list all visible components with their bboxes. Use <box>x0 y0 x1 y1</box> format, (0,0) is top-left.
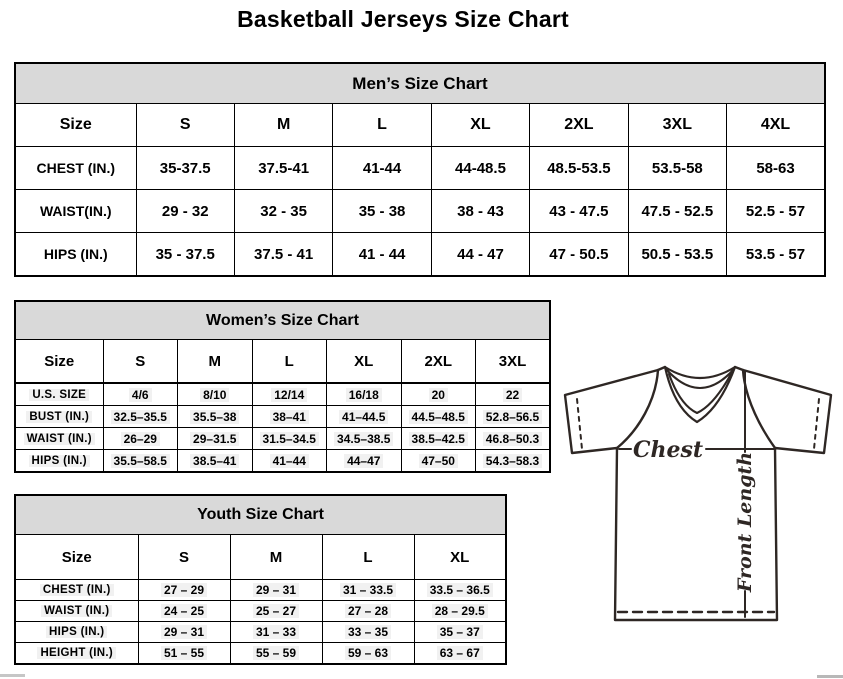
column-header: 4XL <box>727 104 825 147</box>
right-cuff-dashed-line <box>814 399 819 449</box>
size-value-cell: 35 - 37.5 <box>136 233 234 277</box>
jersey-diagram <box>563 364 835 624</box>
size-value-cell: 46.8–50.3 <box>476 428 551 450</box>
collar-back-curve-1 <box>665 367 735 378</box>
size-value-cell: 41–44 <box>252 450 327 473</box>
table-row <box>15 601 506 622</box>
column-header: 3XL <box>476 340 551 384</box>
size-value-cell: 41 - 44 <box>333 233 431 277</box>
size-value-cell: 24 – 25 <box>138 601 230 622</box>
table-row <box>15 643 506 665</box>
size-value-cell: 35 - 38 <box>333 190 431 233</box>
size-value-cell: 29 – 31 <box>230 580 322 601</box>
size-value-cell: 58-63 <box>727 147 825 190</box>
size-value-cell: 44.5–48.5 <box>401 406 476 428</box>
size-value-cell: 34.5–38.5 <box>327 428 402 450</box>
column-header: XL <box>414 535 506 580</box>
table-row <box>15 428 550 450</box>
column-header: L <box>252 340 327 384</box>
jersey-body-outline <box>565 367 831 620</box>
size-value-cell: 35.5–58.5 <box>103 450 178 473</box>
size-value-cell: 16/18 <box>327 383 402 406</box>
column-header: XL <box>327 340 402 384</box>
column-header: M <box>234 104 332 147</box>
size-value-cell: 37.5 - 41 <box>234 233 332 277</box>
size-value-cell: 33.5 – 36.5 <box>414 580 506 601</box>
row-label: U.S. SIZE <box>15 383 103 406</box>
column-header-row <box>15 340 550 384</box>
page-title: Basketball Jerseys Size Chart <box>237 6 569 32</box>
column-header-row <box>15 104 825 147</box>
size-value-cell: 44-48.5 <box>431 147 529 190</box>
size-value-cell: 4/6 <box>103 383 178 406</box>
table-row <box>15 190 825 233</box>
size-value-cell: 53.5 - 57 <box>727 233 825 277</box>
size-value-cell: 54.3–58.3 <box>476 450 551 473</box>
size-value-cell: 43 - 47.5 <box>530 190 628 233</box>
row-label: BUST (IN.) <box>15 406 103 428</box>
left-cuff-dashed-line <box>577 399 582 449</box>
row-label: HEIGHT (IN.) <box>15 643 138 665</box>
jersey-outline-drawing <box>563 364 835 624</box>
youth-size-chart-table <box>14 494 507 665</box>
size-value-cell: 47 - 50.5 <box>530 233 628 277</box>
size-value-cell: 31 – 33 <box>230 622 322 643</box>
size-value-cell: 44 - 47 <box>431 233 529 277</box>
size-value-cell: 38 - 43 <box>431 190 529 233</box>
size-value-cell: 38.5–42.5 <box>401 428 476 450</box>
size-value-cell: 35-37.5 <box>136 147 234 190</box>
size-value-cell: 20 <box>401 383 476 406</box>
size-value-cell: 27 – 29 <box>138 580 230 601</box>
column-header: M <box>230 535 322 580</box>
size-value-cell: 31.5–34.5 <box>252 428 327 450</box>
table-row <box>15 147 825 190</box>
womens-size-chart-table <box>14 300 551 473</box>
column-header: S <box>136 104 234 147</box>
table-row <box>15 233 825 277</box>
column-header: Size <box>15 535 138 580</box>
size-value-cell: 35 – 37 <box>414 622 506 643</box>
size-value-cell: 47.5 - 52.5 <box>628 190 726 233</box>
collar-outer-v <box>665 367 735 422</box>
size-value-cell: 63 – 67 <box>414 643 506 665</box>
row-label: WAIST (IN.) <box>15 428 103 450</box>
size-value-cell: 38.5–41 <box>178 450 253 473</box>
scrollbar-fragment-left[interactable] <box>0 674 25 677</box>
column-header: XL <box>431 104 529 147</box>
size-value-cell: 22 <box>476 383 551 406</box>
column-header: 2XL <box>401 340 476 384</box>
size-value-cell: 47–50 <box>401 450 476 473</box>
size-value-cell: 48.5-53.5 <box>530 147 628 190</box>
size-value-cell: 52.8–56.5 <box>476 406 551 428</box>
column-header: 2XL <box>530 104 628 147</box>
column-header-row <box>15 535 506 580</box>
size-value-cell: 55 – 59 <box>230 643 322 665</box>
row-label: WAIST (IN.) <box>15 601 138 622</box>
table-title: Women’s Size Chart <box>15 301 550 340</box>
row-label: CHEST (IN.) <box>15 580 138 601</box>
row-label: HIPS (IN.) <box>15 450 103 473</box>
row-label: CHEST (IN.) <box>15 147 136 190</box>
table-row <box>15 450 550 473</box>
size-value-cell: 29 - 32 <box>136 190 234 233</box>
chest-measure-label: Chest <box>632 437 704 463</box>
size-value-cell: 32 - 35 <box>234 190 332 233</box>
size-value-cell: 26–29 <box>103 428 178 450</box>
size-value-cell: 59 – 63 <box>322 643 414 665</box>
scrollbar-fragment-right[interactable] <box>817 675 843 678</box>
size-value-cell: 44–47 <box>327 450 402 473</box>
column-header: L <box>322 535 414 580</box>
size-value-cell: 12/14 <box>252 383 327 406</box>
size-value-cell: 31 – 33.5 <box>322 580 414 601</box>
table-title: Youth Size Chart <box>15 495 506 535</box>
row-label: HIPS (IN.) <box>15 622 138 643</box>
table-title: Men’s Size Chart <box>15 63 825 104</box>
size-value-cell: 8/10 <box>178 383 253 406</box>
table-row <box>15 622 506 643</box>
column-header: Size <box>15 104 136 147</box>
mens-size-chart-table <box>14 62 826 277</box>
table-row <box>15 580 506 601</box>
size-value-cell: 37.5-41 <box>234 147 332 190</box>
size-value-cell: 32.5–35.5 <box>103 406 178 428</box>
size-value-cell: 41–44.5 <box>327 406 402 428</box>
row-label: WAIST(IN.) <box>15 190 136 233</box>
size-value-cell: 51 – 55 <box>138 643 230 665</box>
row-label: HIPS (IN.) <box>15 233 136 277</box>
column-header: L <box>333 104 431 147</box>
column-header: 3XL <box>628 104 726 147</box>
size-value-cell: 33 – 35 <box>322 622 414 643</box>
column-header: S <box>138 535 230 580</box>
size-value-cell: 41-44 <box>333 147 431 190</box>
front-length-measure-label: Front Length <box>734 451 756 593</box>
size-value-cell: 53.5-58 <box>628 147 726 190</box>
size-value-cell: 38–41 <box>252 406 327 428</box>
size-value-cell: 25 – 27 <box>230 601 322 622</box>
column-header: S <box>103 340 178 384</box>
right-shoulder-seam <box>743 370 775 448</box>
column-header: Size <box>15 340 103 384</box>
size-value-cell: 29 – 31 <box>138 622 230 643</box>
column-header: M <box>178 340 253 384</box>
size-value-cell: 28 – 29.5 <box>414 601 506 622</box>
size-value-cell: 35.5–38 <box>178 406 253 428</box>
table-row <box>15 406 550 428</box>
size-value-cell: 50.5 - 53.5 <box>628 233 726 277</box>
size-value-cell: 52.5 - 57 <box>727 190 825 233</box>
size-value-cell: 27 – 28 <box>322 601 414 622</box>
size-value-cell: 29–31.5 <box>178 428 253 450</box>
table-row <box>15 383 550 406</box>
